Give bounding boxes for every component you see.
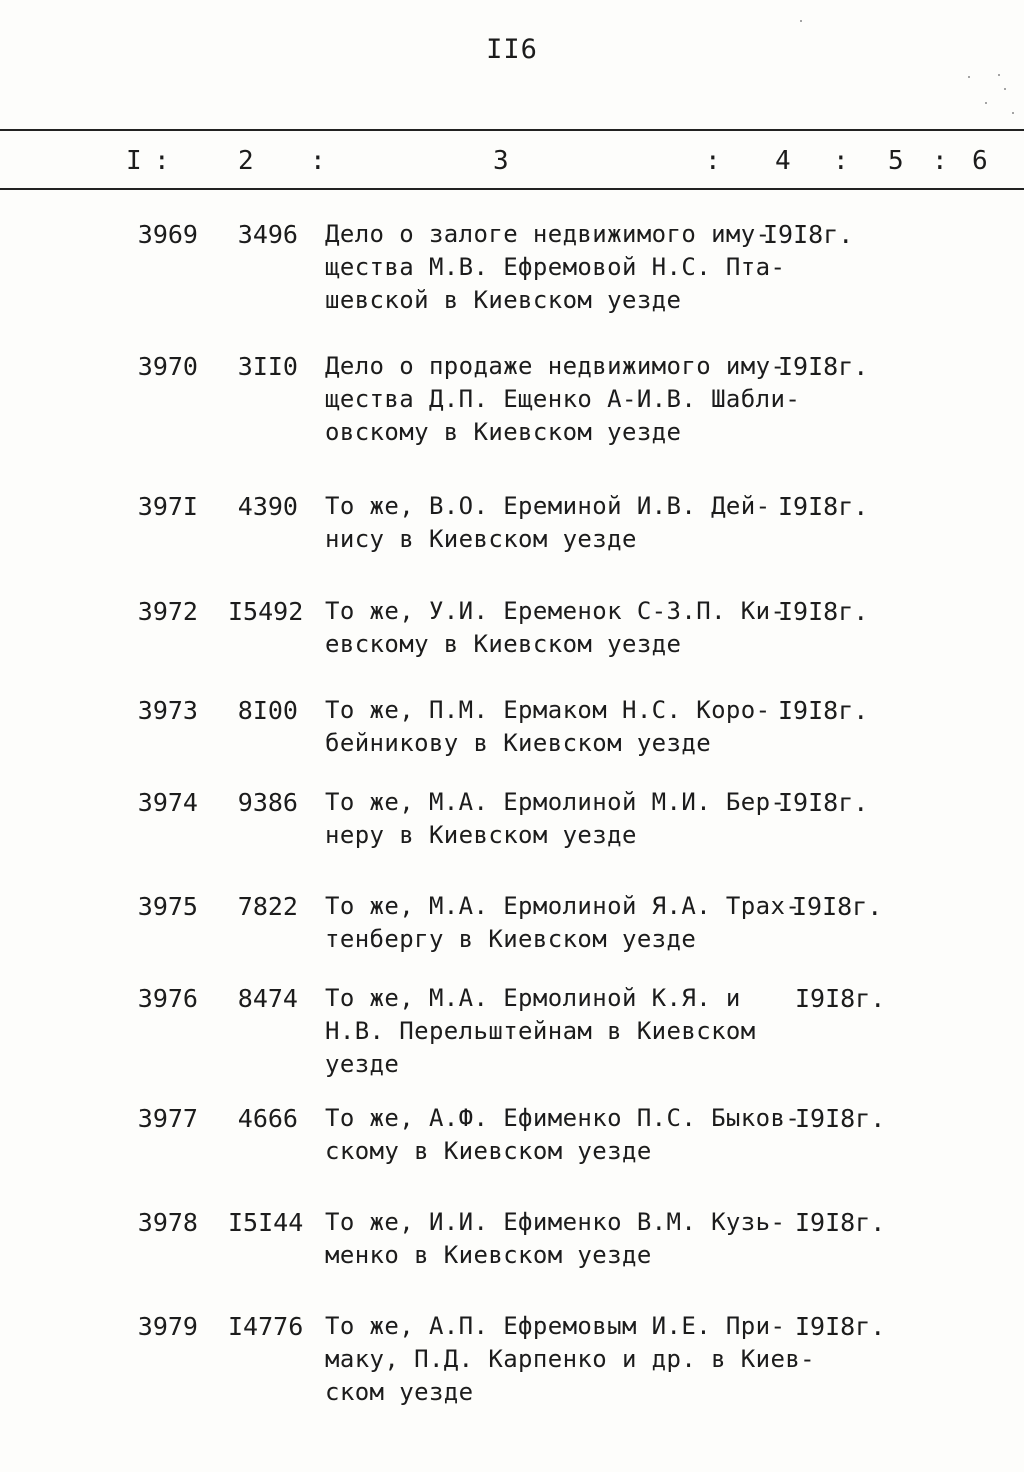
table-row	[0, 350, 1024, 460]
table-row	[0, 218, 1024, 328]
row-year: I9I8г.	[795, 1312, 886, 1341]
scan-speck	[1004, 88, 1006, 90]
file-number: 9386	[237, 788, 298, 817]
scan-speck	[998, 74, 1000, 76]
description-line: Дело о продаже недвижимого иму-	[325, 352, 786, 380]
description-line: То же, М.А. Ермолиной Я.А. Трах-	[325, 892, 801, 920]
description-line: уезде	[325, 1050, 400, 1078]
description-line: шевской в Киевском уезде	[325, 286, 682, 314]
header-col-3: 3	[493, 146, 509, 176]
header-top-rule	[0, 129, 1024, 131]
file-number: 4390	[237, 492, 298, 521]
header-separator: :	[833, 146, 849, 176]
row-year: I9I8г.	[778, 352, 869, 381]
table-row	[0, 1310, 1024, 1420]
page-number: II6	[486, 34, 538, 65]
file-number: I5492	[228, 597, 304, 626]
table-row	[0, 786, 1024, 896]
description-line: То же, А.П. Ефремовым И.Е. При-	[325, 1312, 786, 1340]
row-year: I9I8г.	[778, 696, 869, 725]
row-year: I9I8г.	[778, 492, 869, 521]
description-line: бейникову в Киевском уезде	[325, 729, 712, 757]
row-description	[325, 595, 785, 661]
header-separator: :	[932, 146, 948, 176]
table-row	[0, 1206, 1024, 1316]
description-line: Н.В. Перельштейнам в Киевском	[325, 1017, 756, 1045]
row-description	[325, 218, 785, 317]
row-year: I9I8г.	[795, 1104, 886, 1133]
row-number: 3978	[137, 1208, 198, 1237]
row-year: I9I8г.	[795, 1208, 886, 1237]
description-line: евскому в Киевском уезде	[325, 630, 682, 658]
header-col-1: I	[126, 146, 142, 176]
row-number: 397I	[137, 492, 198, 521]
file-number: 7822	[237, 892, 298, 921]
description-line: ском уезде	[325, 1378, 474, 1406]
row-number: 3976	[137, 984, 198, 1013]
description-line: тенбергу в Киевском уезде	[325, 925, 697, 953]
row-number: 3973	[137, 696, 198, 725]
row-description	[325, 1102, 801, 1168]
file-number: 4666	[237, 1104, 298, 1133]
description-line: маку, П.Д. Карпенко и др. в Киев-	[325, 1345, 816, 1373]
description-line: неру в Киевском уезде	[325, 821, 637, 849]
description-line: щества М.В. Ефремовой Н.С. Пта-	[325, 253, 786, 281]
description-line: То же, И.И. Ефименко В.М. Кузь-	[325, 1208, 786, 1236]
row-number: 3975	[137, 892, 198, 921]
row-year: I9I8г.	[795, 984, 886, 1013]
description-line: скому в Киевском уезде	[325, 1137, 652, 1165]
row-description	[325, 890, 801, 956]
header-separator: :	[705, 146, 721, 176]
header-separator: :	[310, 146, 326, 176]
description-line: овскому в Киевском уезде	[325, 418, 682, 446]
description-line: То же, А.Ф. Ефименко П.С. Быков-	[325, 1104, 801, 1132]
file-number: 3II0	[237, 352, 298, 381]
description-line: То же, М.А. Ермолиной К.Я. и	[325, 984, 741, 1012]
row-year: I9I8г.	[778, 597, 869, 626]
header-separator: :	[154, 146, 170, 176]
file-number: I5I44	[228, 1208, 304, 1237]
row-description	[325, 1206, 785, 1272]
header-col-6: 6	[972, 146, 988, 176]
description-line: менко в Киевском уезде	[325, 1241, 652, 1269]
header-col-4: 4	[775, 146, 791, 176]
row-number: 3970	[137, 352, 198, 381]
row-number: 3972	[137, 597, 198, 626]
row-description	[325, 1310, 816, 1409]
header-col-2: 2	[238, 146, 254, 176]
row-number: 3969	[137, 220, 198, 249]
row-number: 3974	[137, 788, 198, 817]
description-line: То же, В.О. Ереминой И.В. Дей-	[325, 492, 771, 520]
scan-speck	[968, 76, 970, 78]
row-description	[325, 786, 785, 852]
scan-speck	[800, 20, 802, 22]
row-year: I9I8г.	[792, 892, 883, 921]
row-number: 3977	[137, 1104, 198, 1133]
table-row	[0, 490, 1024, 600]
row-description	[325, 982, 785, 1081]
description-line: То же, М.А. Ермолиной М.И. Бер-	[325, 788, 786, 816]
row-description	[325, 490, 785, 556]
description-line: Дело о залоге недвижимого иму-	[325, 220, 771, 248]
table-row	[0, 595, 1024, 705]
scan-speck	[1012, 112, 1014, 114]
scan-speck	[985, 102, 987, 104]
table-row	[0, 982, 1024, 1092]
header-bottom-rule	[0, 188, 1024, 190]
table-row	[0, 1102, 1024, 1212]
file-number: I4776	[228, 1312, 304, 1341]
header-col-5: 5	[888, 146, 904, 176]
description-line: нису в Киевском уезде	[325, 525, 637, 553]
row-description	[325, 350, 801, 449]
row-description	[325, 694, 785, 760]
description-line: То же, У.И. Еременок С-З.П. Ки-	[325, 597, 786, 625]
file-number: 8I00	[237, 696, 298, 725]
file-number: 3496	[237, 220, 298, 249]
row-year: I9I8г.	[778, 788, 869, 817]
description-line: То же, П.М. Ермаком Н.С. Коро-	[325, 696, 771, 724]
row-number: 3979	[137, 1312, 198, 1341]
row-year: I9I8г.	[763, 220, 854, 249]
description-line: щества Д.П. Ещенко А-И.В. Шабли-	[325, 385, 801, 413]
file-number: 8474	[237, 984, 298, 1013]
